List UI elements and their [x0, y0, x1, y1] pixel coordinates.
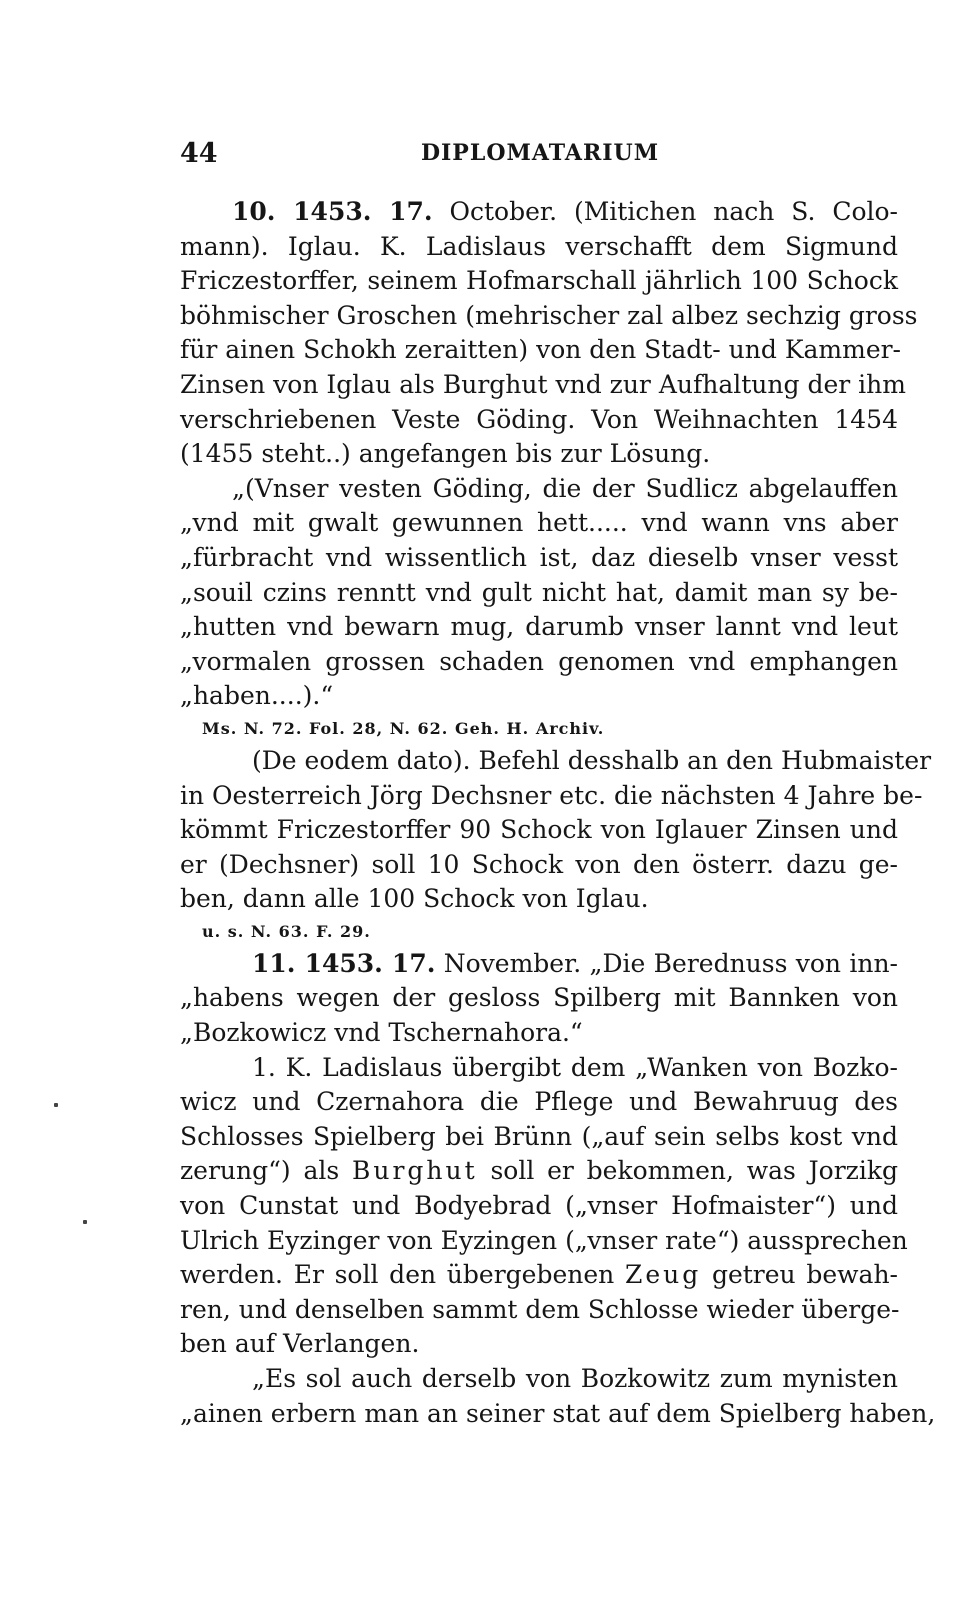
text-line	[180, 779, 923, 814]
text-line	[180, 1120, 898, 1155]
body-text	[180, 195, 936, 1431]
scan-speck	[83, 1220, 87, 1224]
entry-date: 11. 1453. 17.	[252, 948, 436, 978]
text-segment: November. „Die Berednuss von inn-	[435, 948, 898, 978]
text-segment: 1. K. Ladislaus übergibt dem „Wanken von Bozko-	[252, 1052, 898, 1082]
text-line	[180, 1258, 898, 1293]
text-line	[180, 645, 898, 680]
spaced-term: Zeug	[624, 1260, 702, 1290]
text-segment: in Oesterreich Jörg Dechsner etc. die nächsten 4 Jahre be-	[180, 780, 923, 810]
text-segment: böhmischer Groschen (mehrischer zal albez sechzig gross	[180, 300, 918, 330]
text-line	[180, 1293, 898, 1328]
text-segment: October. (Mitichen nach S. Colo-	[432, 197, 898, 226]
text-segment: „hutten vnd bewarn mug, darumb vnser lannt vnd leut	[180, 612, 898, 642]
text-line	[180, 1051, 898, 1086]
text-line	[180, 1085, 898, 1120]
text-line	[180, 610, 898, 645]
text-segment: für ainen Schokh zeraitten) von den Stadt- und Kammer-	[180, 335, 902, 365]
text-segment: „Es sol auch derselb von Bozkowitz zum mynisten	[252, 1364, 898, 1393]
text-line	[180, 368, 906, 403]
text-line	[180, 947, 898, 982]
text-line	[180, 472, 898, 507]
text-line	[180, 264, 898, 299]
text-line	[180, 744, 932, 779]
text-segment: ben, dann alle 100 Schock von Iglau.	[180, 884, 649, 914]
text-line	[180, 576, 898, 611]
text-segment: „souil czins renntt vnd gult nicht hat, damit man sy be-	[180, 577, 898, 607]
text-segment: getreu bewah-	[701, 1260, 898, 1290]
text-segment: „fürbracht vnd wissentlich ist, daz dieselb vnser vesst	[180, 542, 898, 572]
text-line	[180, 1189, 898, 1224]
page-header	[180, 138, 900, 178]
text-line	[180, 981, 898, 1016]
text-line	[180, 1362, 898, 1397]
source-reference: Ms. N. 72. Fol. 28, N. 62. Geh. H. Archiv.	[202, 718, 605, 738]
text-segment: zerung“) als	[180, 1156, 352, 1186]
text-line	[180, 679, 898, 714]
text-line	[180, 333, 902, 368]
text-segment: „ainen erbern man an seiner stat auf dem Spielberg haben,	[180, 1398, 936, 1428]
text-line	[180, 195, 898, 230]
text-line	[180, 882, 898, 917]
text-line	[180, 403, 898, 438]
text-line	[180, 1397, 936, 1432]
text-line	[180, 1224, 908, 1259]
text-line	[180, 1154, 898, 1189]
page-number: 44	[180, 138, 218, 169]
text-segment: verschriebenen Veste Göding. Von Weihnachten 1454	[180, 404, 898, 434]
text-line	[180, 1327, 898, 1362]
text-segment: ren, und denselben sammt dem Schlosse wieder überge-	[180, 1294, 900, 1324]
entry-11-block	[180, 947, 936, 1431]
text-segment: „haben....).“	[180, 681, 334, 711]
text-segment: kömmt Friczestorffer 90 Schock von Iglauer Zinsen und	[180, 815, 898, 845]
text-segment: „vnd mit gwalt gewunnen hett..... vnd wann vns aber	[180, 508, 898, 538]
spaced-term: Burghut	[351, 1156, 478, 1186]
text-segment: (1455 steht..) angefangen bis zur Lösung.	[180, 439, 711, 469]
text-segment: er (Dechsner) soll 10 Schock von den österr. dazu ge-	[180, 849, 898, 879]
text-segment: „vormalen grossen schaden genomen vnd emphangen	[180, 646, 898, 676]
text-line	[180, 437, 898, 472]
text-segment: ben auf Verlangen.	[180, 1329, 420, 1359]
text-segment: Friczestorffer, seinem Hofmarschall jährlich 100 Schock	[180, 266, 898, 296]
text-segment: „habens wegen der gesloss Spilberg mit Bannken von	[180, 983, 898, 1013]
text-segment: Zinsen von Iglau als Burghut vnd zur Aufhaltung der ihm	[180, 369, 906, 399]
text-segment: werden. Er soll den übergebenen	[180, 1260, 625, 1290]
text-line	[180, 541, 898, 576]
source-reference: u. s. N. 63. F. 29.	[202, 921, 371, 941]
text-segment: von Cunstat und Bodyebrad („vnser Hofmaister“) und	[180, 1191, 898, 1221]
text-segment: mann). Iglau. K. Ladislaus verschafft dem Sigmund	[180, 231, 898, 261]
text-line	[180, 813, 898, 848]
text-segment: Schlosses Spielberg bei Brünn („auf sein selbs kost vnd	[180, 1121, 898, 1151]
text-segment: soll er bekommen, was Jorzikg	[477, 1156, 898, 1186]
eodem-dato-block	[180, 744, 932, 917]
text-segment: wicz und Czernahora die Pflege und Bewahruug des	[180, 1087, 898, 1117]
entry-10-block	[180, 195, 918, 714]
text-line	[180, 299, 918, 334]
text-line	[180, 506, 898, 541]
text-line	[180, 848, 898, 883]
text-line	[180, 1016, 898, 1051]
scan-speck	[54, 1103, 58, 1107]
text-segment: „Bozkowicz vnd Tschernahora.“	[180, 1018, 583, 1048]
text-line	[180, 230, 898, 265]
entry-date: 10. 1453. 17.	[232, 197, 433, 226]
text-segment: (De eodem dato). Befehl desshalb an den Hubmaister	[252, 745, 932, 775]
text-segment: „(Vnser vesten Göding, die der Sudlicz abgelauffen	[232, 473, 898, 503]
text-segment: Ulrich Eyzinger von Eyzingen („vnser rate“) aussprechen	[180, 1225, 908, 1255]
running-title: DIPLOMATARIUM	[420, 140, 660, 166]
